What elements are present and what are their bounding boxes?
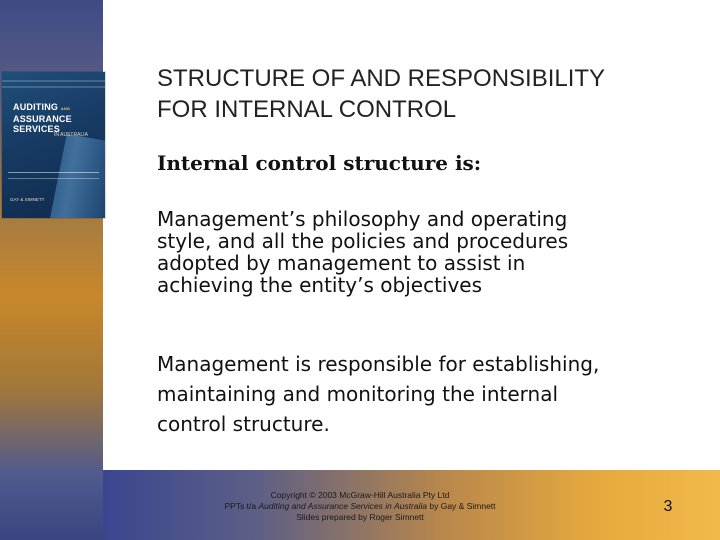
cover-building-graphic: [50, 134, 105, 218]
cover-title-line1: AUDITING: [13, 102, 59, 112]
cover-divider: [8, 178, 99, 179]
cover-title-line2: ASSURANCE: [13, 114, 72, 124]
definition-paragraph: [157, 208, 657, 296]
cover-title-line3: SERVICES: [13, 124, 60, 134]
para2-line2: maintaining and monitoring the internal: [157, 382, 559, 406]
responsibility-paragraph: [157, 349, 687, 439]
footer-prepared-by: Slides prepared by Roger Simnett: [296, 512, 424, 522]
para1-line3: adopted by management to assist in: [157, 251, 526, 275]
section-heading: Internal control structure is:: [157, 151, 482, 175]
cover-authors: GAY & SIMNETT: [10, 197, 45, 202]
slide-title-line2: FOR INTERNAL CONTROL: [157, 96, 457, 123]
cover-subtitle: IN AUSTRALIA: [54, 132, 88, 138]
cover-stripe: [2, 86, 105, 88]
book-cover-image: [2, 72, 105, 218]
cover-stripe: [2, 80, 105, 82]
footer-ppts-prefix: PPTs t/a: [224, 501, 259, 511]
footer-credits: [180, 490, 540, 523]
para2-line3: control structure.: [157, 412, 330, 436]
footer-ppts-suffix: by Gay & Simnett: [427, 501, 496, 511]
para1-line1: Management’s philosophy and operating: [157, 207, 568, 231]
cover-title-and: AND: [60, 106, 71, 111]
slide-number: 3: [663, 498, 673, 515]
slide-title-line1: STRUCTURE OF AND RESPONSIBILITY: [157, 65, 606, 92]
cover-divider: [8, 172, 99, 173]
footer-copyright: Copyright © 2003 McGraw-Hill Australia Pty Ltd: [270, 490, 450, 500]
slide-title: [157, 63, 697, 125]
para1-line2: style, and all the policies and procedures: [157, 229, 569, 253]
para2-line1: Management is responsible for establishing,: [157, 352, 600, 376]
cover-title: [13, 102, 103, 134]
footer-ppts-line: [180, 501, 540, 512]
footer-book-title: Auditing and Assurance Services in Australia: [258, 501, 428, 511]
para1-line4: achieving the entity’s objectives: [157, 273, 483, 297]
